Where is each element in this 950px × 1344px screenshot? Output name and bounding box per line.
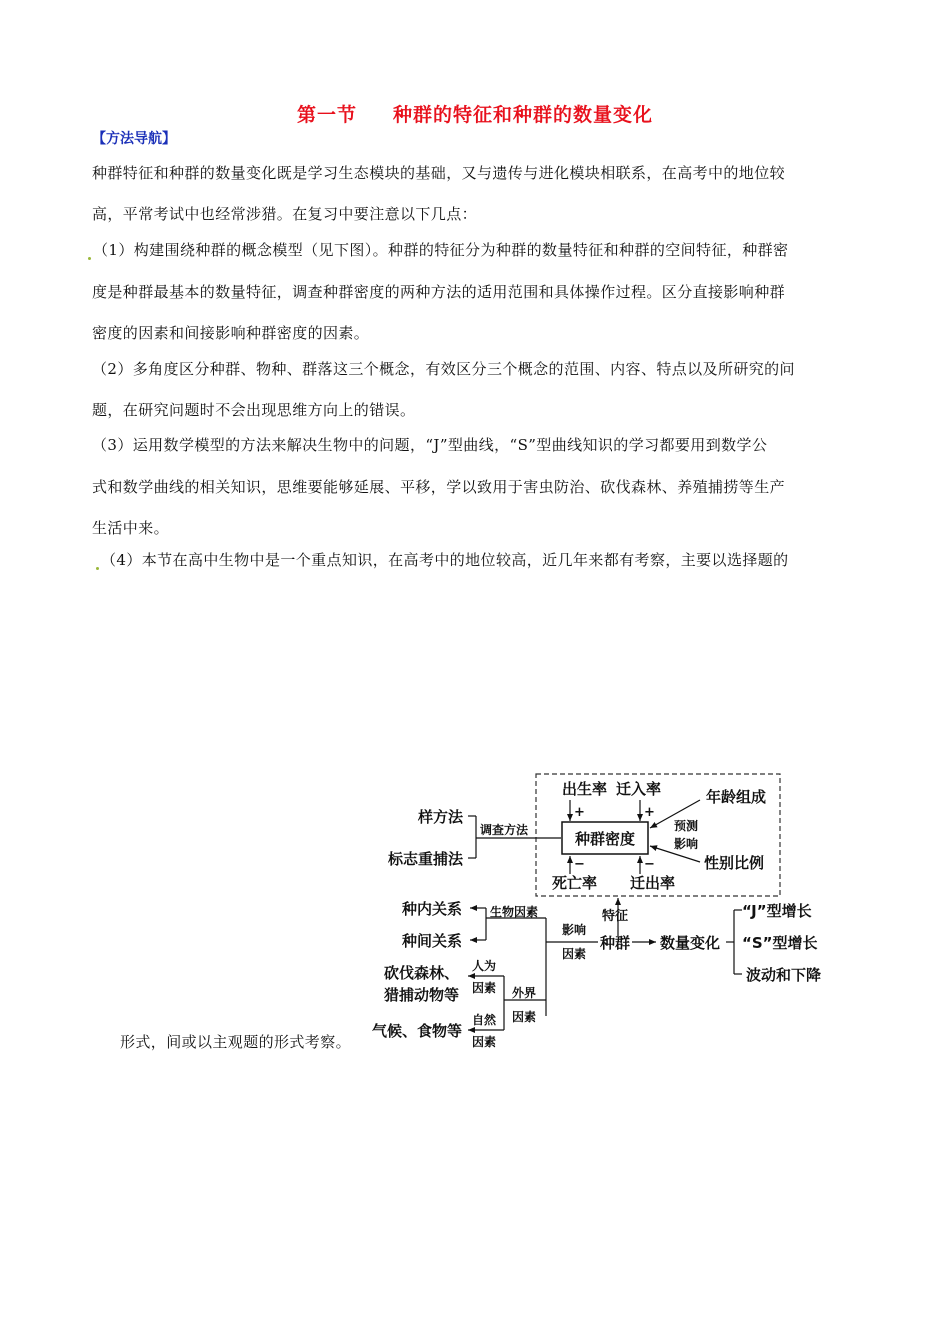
- paragraph-line: 度是种群最基本的数量特征，调查种群密度的两种方法的适用范围和具体操作过程。区分直接影响种群: [92, 283, 786, 301]
- minus-sign: −: [574, 857, 585, 872]
- paragraph-line: 题，在研究问题时不会出现思维方向上的错误。: [92, 401, 416, 419]
- j-growth-label: “J”型增长: [742, 902, 812, 920]
- paragraph-line: （4）本节在高中生物中是一个重点知识，在高考中的地位较高，近几年来都有考察，主要以选择题的: [96, 550, 876, 570]
- population-concept-diagram: [360, 768, 840, 1058]
- plus-sign: +: [574, 805, 585, 820]
- paragraph-line: （1）构建围绕种群的概念模型（见下图）。种群的特征分为种群的数量特征和种群的空间特征，种群密: [88, 240, 868, 260]
- title-section-number: 第一节: [296, 104, 357, 126]
- minus-sign: −: [644, 857, 655, 872]
- survey-methods-label: 调查方法: [480, 823, 529, 837]
- s-growth-label: “S”型增长: [742, 934, 818, 952]
- sex-ratio-label: 性别比例: [704, 854, 765, 872]
- fluctuation-label: 波动和下降: [746, 966, 822, 984]
- influence-factor-label: 因素: [562, 947, 587, 961]
- human-factor-label: 人为: [472, 959, 497, 973]
- title-topic: 种群的特征和种群的数量变化: [393, 104, 654, 126]
- predict-label: 预测: [674, 819, 699, 833]
- marker-dot: [96, 567, 99, 570]
- marker-dot: [88, 257, 91, 260]
- death-rate-label: 死亡率: [552, 874, 598, 892]
- paragraph-line: 式和数学曲线的相关知识，思维要能够延展、平移，学以致用于害虫防治、砍伐森林、养殖捕捞等生产: [92, 478, 786, 496]
- paragraph-line: 种群特征和种群的数量变化既是学习生态模块的基础，又与遗传与进化模块相联系，在高考中的地位较: [92, 164, 786, 182]
- paragraph-line: （3）运用数学模型的方法来解决生物中的问题，“J”型曲线，“S”型曲线知识的学习都要用到数学公: [92, 436, 768, 454]
- immigration-rate-label: 迁入率: [616, 780, 662, 798]
- emigration-rate-label: 迁出率: [630, 874, 676, 892]
- biotic-factor-label: 生物因素: [490, 905, 539, 919]
- affect-label: 影响: [674, 837, 699, 851]
- plus-sign: +: [644, 805, 655, 820]
- page-title: [0, 100, 950, 127]
- section-label: 【方法导航】: [92, 131, 176, 147]
- birth-rate-label: 出生率: [562, 780, 608, 798]
- paragraph-line: 生活中来。: [92, 519, 170, 537]
- interspecific-label: 种间关系: [402, 932, 463, 950]
- natural-factor-label: 自然: [472, 1013, 497, 1027]
- paragraph-line: 高，平常考试中也经常涉猎。在复习中要注意以下几点：: [92, 205, 478, 223]
- external-factor-label: 因素: [512, 1010, 537, 1024]
- mark-recapture-label: 标志重捕法: [388, 850, 464, 868]
- feature-label: 特征: [602, 909, 629, 924]
- climate-food-label: 气候、食物等: [372, 1022, 463, 1040]
- quantity-change-label: 数量变化: [660, 934, 721, 952]
- quadrat-method-label: 样方法: [418, 808, 464, 826]
- influence-factor-label: 影响: [562, 923, 587, 937]
- deforestation-label: 砍伐森林、: [384, 964, 460, 982]
- hunting-label: 猎捕动物等: [384, 986, 460, 1004]
- human-factor-label: 因素: [472, 981, 497, 995]
- age-structure-label: 年龄组成: [706, 788, 767, 806]
- population-label: 种群: [600, 934, 631, 952]
- intraspecific-label: 种内关系: [402, 900, 463, 918]
- paragraph-line: （2）多角度区分种群、物种、群落这三个概念，有效区分三个概念的范围、内容、特点以及所研究的问: [92, 360, 795, 378]
- paragraph-line: 密度的因素和间接影响种群密度的因素。: [92, 324, 370, 342]
- paragraph-line: 形式，间或以主观题的形式考察。: [120, 1033, 352, 1051]
- natural-factor-label: 因素: [472, 1035, 497, 1049]
- external-factor-label: 外界: [512, 986, 537, 1000]
- density-label: 种群密度: [574, 830, 636, 848]
